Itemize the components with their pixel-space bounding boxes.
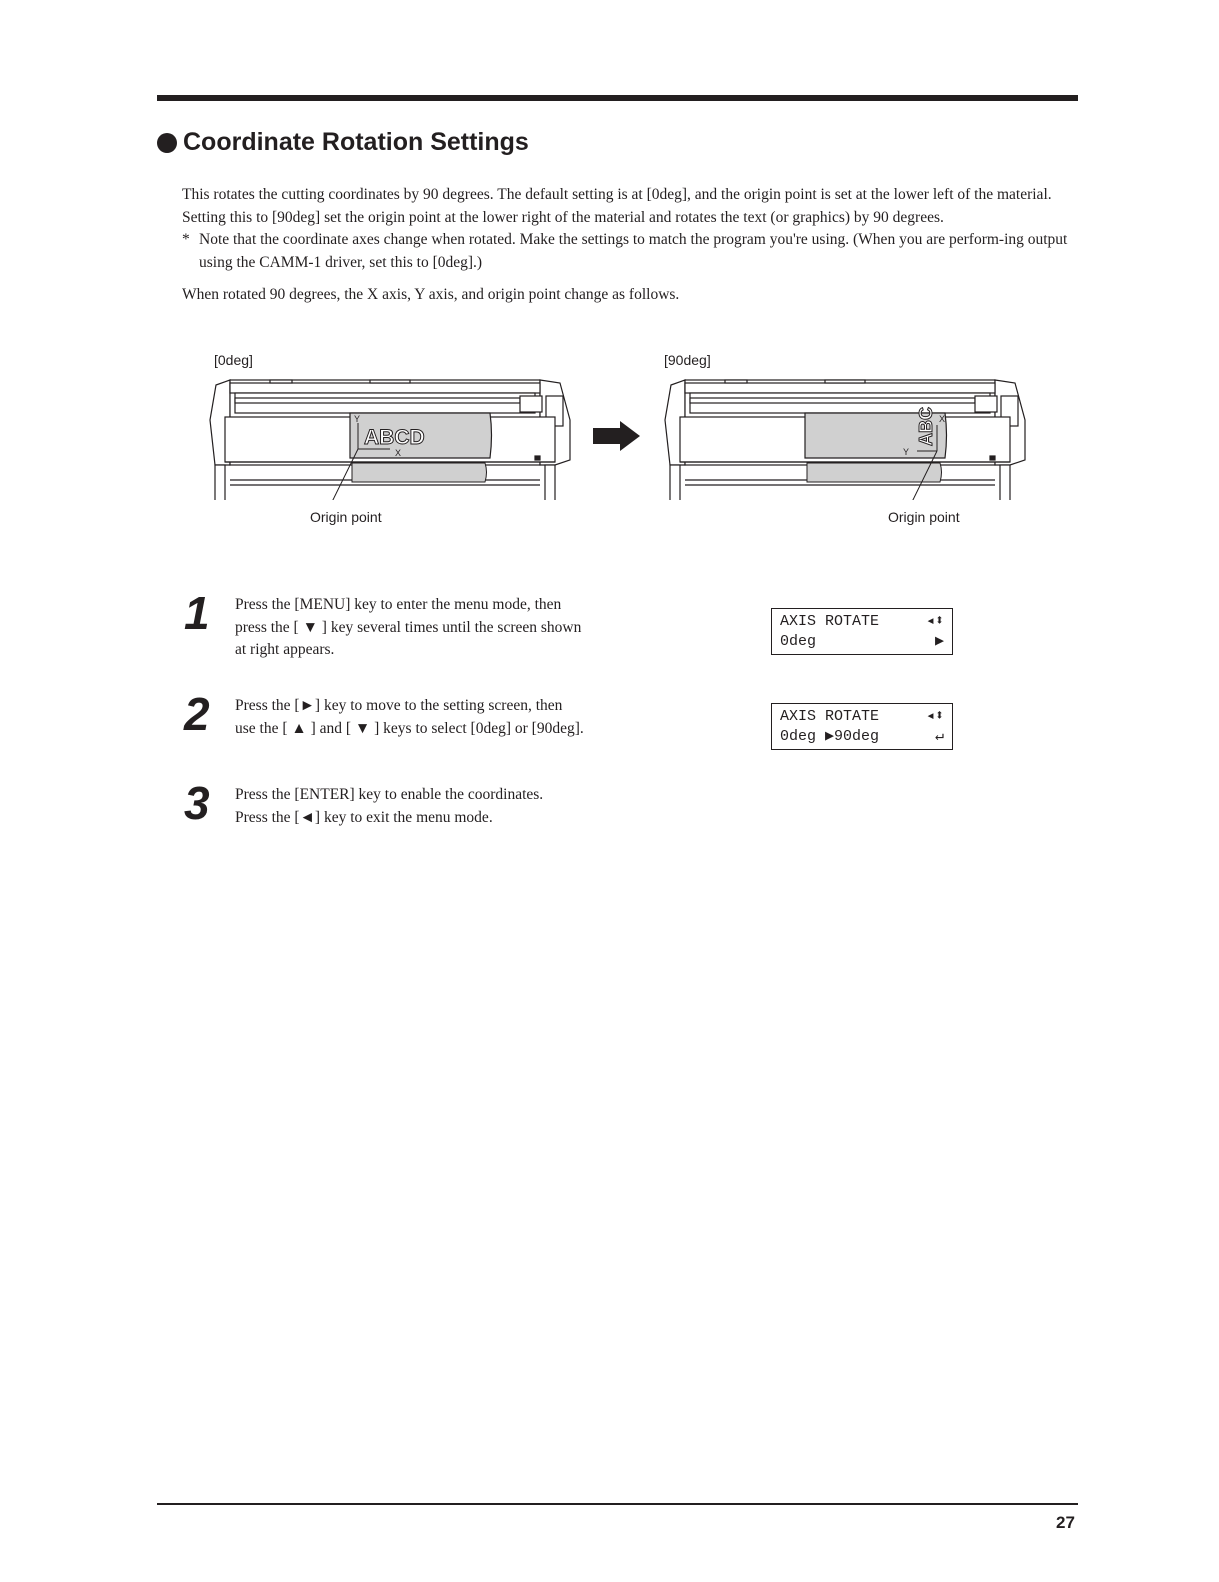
arrow-right-icon <box>593 421 640 451</box>
note-text: Note that the coordinate axes change when rotated. Make the settings to match the program you're using. (When you are perform-ing output using the CAMM-1 driver, set this to [0deg].) <box>199 231 1068 271</box>
step-line: Press the [ENTER] key to enable the coordinates. <box>235 786 544 803</box>
diagram-label-90deg: [90deg] <box>664 352 711 368</box>
step-line: Press the [MENU] key to enter the menu mode, then <box>235 596 562 613</box>
after-paragraph: When rotated 90 degrees, the X axis, Y axis, and origin point change as follows. <box>182 286 680 303</box>
lcd-display-1 <box>771 608 953 655</box>
step-number-2: 2 <box>184 688 210 740</box>
step-3-text <box>235 784 543 829</box>
right-arrow-icon: ▶ <box>934 633 944 650</box>
lcd-line: AXIS ROTATE <box>780 613 880 630</box>
step-line: at right appears. <box>235 641 335 658</box>
step-line: Press the [►] key to move to the setting screen, then <box>235 697 563 714</box>
step-number-3: 3 <box>184 777 210 829</box>
left-updown-arrows-icon: ◂⬍ <box>925 613 944 630</box>
enter-icon: ↵ <box>934 728 944 745</box>
lcd-line: AXIS ROTATE <box>780 708 880 725</box>
lcd-value: 0deg <box>780 633 817 650</box>
step-2-text <box>235 695 584 740</box>
intro-paragraph: This rotates the cutting coordinates by 90 degrees. The default setting is at [0deg], and the origin point is set at the lower left of the material. Setting this to [90deg] set the origin point at the lower right of the material and rotates the text (or graphics) by 90 degrees. <box>182 186 1052 226</box>
note-marker: * <box>182 231 190 248</box>
plotter-90deg <box>665 380 1025 500</box>
x-axis-label: X <box>395 448 402 458</box>
sample-text-abcd: ABCD <box>364 426 425 449</box>
heading-text: Coordinate Rotation Settings <box>183 128 529 156</box>
left-updown-arrows-icon: ◂⬍ <box>925 708 944 725</box>
bottom-rule <box>157 1503 1078 1505</box>
y-axis-label-right: Y <box>903 447 910 457</box>
origin-caption-right: Origin point <box>888 509 960 525</box>
step-number-1: 1 <box>184 587 210 639</box>
step-1-text <box>235 594 581 662</box>
step-line: Press the [◄] key to exit the menu mode. <box>235 808 493 826</box>
y-axis-label: Y <box>354 414 361 424</box>
plotter-diagram <box>0 0 1219 500</box>
step-line: use the [ ▲ ] and [ ▼ ] keys to select [0deg] or [90deg]. <box>235 719 584 737</box>
sample-text-rotated: ABC <box>916 407 936 446</box>
origin-caption-left: Origin point <box>310 509 382 525</box>
step-line: press the [ ▼ ] key several times until the screen shown <box>235 618 582 636</box>
lcd-value: 0deg ▶90deg <box>780 728 880 745</box>
diagram-label-0deg: [0deg] <box>214 352 253 368</box>
page-number: 27 <box>1056 1513 1075 1532</box>
x-axis-label-right: X <box>939 414 946 424</box>
lcd-display-2 <box>771 703 953 750</box>
